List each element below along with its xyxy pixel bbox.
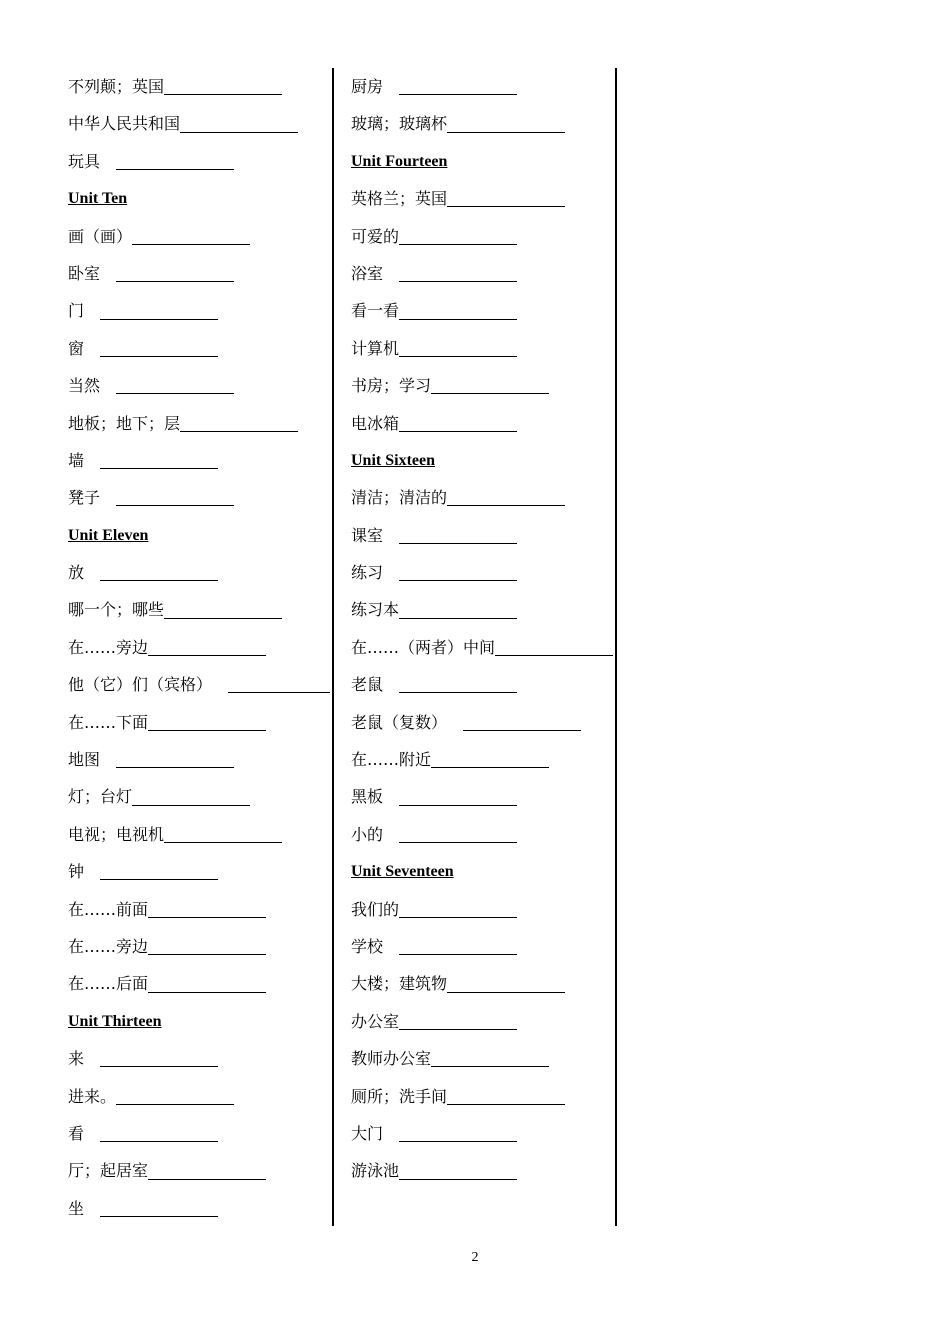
vocab-label: 进来。 [68,1086,117,1106]
column-divider-left [332,68,334,1226]
vocab-label: 玩具 [68,151,101,171]
vocab-row [351,292,613,329]
vocab-label: 在……旁边 [68,637,149,657]
unit-title: Unit Eleven [68,526,149,544]
vocab-row [68,367,330,404]
answer-blank[interactable] [100,1141,218,1142]
left-column [68,68,330,1227]
answer-blank[interactable] [132,805,250,806]
answer-blank[interactable] [399,281,517,282]
vocab-row [351,1040,613,1077]
vocab-label: 电冰箱 [351,413,400,433]
answer-blank[interactable] [164,618,282,619]
answer-blank[interactable] [399,94,517,95]
vocab-row [351,180,613,217]
vocab-row [68,928,330,965]
vocab-row [68,330,330,367]
answer-blank[interactable] [180,431,298,432]
vocab-label: 放 [68,563,85,583]
answer-blank[interactable] [447,206,565,207]
vocab-row [351,591,613,628]
unit-title: Unit Sixteen [351,451,435,469]
answer-blank[interactable] [100,1066,218,1067]
vocab-row [351,255,613,292]
unit-title: Unit Thirteen [68,1012,162,1030]
vocab-row [68,218,330,255]
answer-blank[interactable] [447,1104,565,1105]
answer-blank[interactable] [463,730,581,731]
answer-blank[interactable] [399,954,517,955]
answer-blank[interactable] [148,730,266,731]
vocab-row [68,666,330,703]
vocab-label: 钟 [68,862,85,882]
vocab-label: 在……后面 [68,974,149,994]
vocab-row [68,68,330,105]
answer-blank[interactable] [116,169,234,170]
vocab-row [351,778,613,815]
vocab-row [68,442,330,479]
vocab-label: 中华人民共和国 [68,114,181,134]
vocab-label: 练习本 [351,600,400,620]
answer-blank[interactable] [431,1066,549,1067]
vocab-label: 小的 [351,824,384,844]
answer-blank[interactable] [148,954,266,955]
vocab-label: 厅；起居室 [68,1161,149,1181]
vocab-label: 不列颠；英国 [68,77,165,96]
answer-blank[interactable] [100,879,218,880]
answer-blank[interactable] [447,505,565,506]
answer-blank[interactable] [148,1179,266,1180]
answer-blank[interactable] [447,132,565,133]
vocab-row [351,367,613,404]
vocab-label: 墙 [68,450,85,470]
vocab-label: 老鼠（复数） [351,712,448,732]
answer-blank[interactable] [116,505,234,506]
answer-blank[interactable] [228,692,330,693]
vocab-label: 游泳池 [351,1161,400,1181]
answer-blank[interactable] [100,580,218,581]
answer-blank[interactable] [447,992,565,993]
vocab-row [68,1115,330,1152]
vocab-row [68,1152,330,1189]
vocab-label: 老鼠 [351,675,384,695]
vocab-label: 练习 [351,563,384,583]
vocab-row [68,1078,330,1115]
vocab-label: 看一看 [351,301,400,321]
unit-heading [351,143,613,180]
vocab-row [68,629,330,666]
answer-blank[interactable] [399,1179,517,1180]
vocab-label: 坐 [68,1198,85,1218]
vocab-label: 大门 [351,1123,384,1143]
answer-blank[interactable] [116,393,234,394]
vocab-row [68,965,330,1002]
answer-blank[interactable] [100,356,218,357]
answer-blank[interactable] [100,468,218,469]
vocab-label: 厕所；洗手间 [351,1086,448,1106]
vocab-label: 学校 [351,936,384,956]
answer-blank[interactable] [132,244,250,245]
vocab-label: 大楼；建筑物 [351,974,448,994]
unit-heading [68,517,330,554]
vocab-label: 他（它）们（宾格） [68,675,213,695]
vocab-label: 窗 [68,338,85,358]
vocab-label: 我们的 [351,899,400,919]
vocab-label: 画（画） [68,226,133,246]
vocab-row [68,105,330,142]
vocab-row [68,479,330,516]
vocab-label: 当然 [68,376,101,396]
vocab-row [68,778,330,815]
vocab-row [351,554,613,591]
answer-blank[interactable] [399,1141,517,1142]
vocab-row [68,143,330,180]
vocab-label: 凳子 [68,488,101,508]
vocab-row [351,68,613,105]
vocab-label: 地板；地下；层 [68,413,181,433]
vocab-label: 在……前面 [68,899,149,919]
vocab-row [68,255,330,292]
vocab-row [351,704,613,741]
answer-blank[interactable] [148,917,266,918]
vocab-row [68,1190,330,1227]
answer-blank[interactable] [399,356,517,357]
answer-blank[interactable] [116,1104,234,1105]
answer-blank[interactable] [495,655,613,656]
unit-title: Unit Fourteen [351,152,448,170]
answer-blank[interactable] [399,1029,517,1030]
vocab-row [351,1115,613,1152]
unit-heading [351,853,613,890]
vocab-label: 可爱的 [351,226,400,246]
unit-heading [68,1003,330,1040]
vocab-row [351,405,613,442]
vocab-row [68,853,330,890]
answer-blank[interactable] [148,655,266,656]
unit-heading [351,442,613,479]
vocab-row [351,1152,613,1189]
vocab-row [68,704,330,741]
answer-blank[interactable] [399,319,517,320]
right-column [351,68,613,1190]
answer-blank[interactable] [164,94,282,95]
answer-blank[interactable] [399,692,517,693]
vocab-label: 灯；台灯 [68,787,133,807]
vocab-label: 看 [68,1123,85,1143]
vocab-row [351,330,613,367]
answer-blank[interactable] [399,431,517,432]
vocab-row [351,218,613,255]
vocab-label: 在……旁边 [68,936,149,956]
answer-blank[interactable] [399,580,517,581]
answer-blank[interactable] [100,1216,218,1217]
vocab-label: 哪一个；哪些 [68,600,165,620]
vocab-row [351,928,613,965]
vocab-row [68,405,330,442]
vocab-label: 电视；电视机 [68,824,165,844]
answer-blank[interactable] [399,917,517,918]
vocab-row [351,816,613,853]
vocab-row [68,741,330,778]
answer-blank[interactable] [399,618,517,619]
vocab-row [68,1040,330,1077]
vocab-row [351,1078,613,1115]
unit-title: Unit Ten [68,190,128,208]
answer-blank[interactable] [180,132,298,133]
answer-blank[interactable] [399,543,517,544]
vocab-label: 来 [68,1049,85,1069]
vocab-label: 教师办公室 [351,1049,432,1069]
answer-blank[interactable] [399,842,517,843]
vocab-label: 浴室 [351,263,384,283]
answer-blank[interactable] [164,842,282,843]
vocab-row [351,629,613,666]
vocab-label: 计算机 [351,338,400,358]
vocab-label: 卧室 [68,263,101,283]
answer-blank[interactable] [116,767,234,768]
unit-title: Unit Seventeen [351,863,454,881]
answer-blank[interactable] [399,244,517,245]
vocab-row [351,517,613,554]
vocab-row [68,591,330,628]
vocab-row [351,479,613,516]
vocab-label: 清洁；清洁的 [351,488,448,508]
answer-blank[interactable] [100,319,218,320]
vocab-label: 地图 [68,750,101,770]
answer-blank[interactable] [116,281,234,282]
vocab-label: 在……下面 [68,712,149,732]
vocab-row [351,1003,613,1040]
vocab-row [351,105,613,142]
unit-heading [68,180,330,217]
vocab-label: 书房；学习 [351,376,432,396]
vocab-label: 厨房 [351,77,384,96]
vocab-label: 门 [68,301,85,321]
vocab-label: 英格兰；英国 [351,189,448,209]
vocab-row [68,292,330,329]
page-number: 2 [471,1250,479,1265]
answer-blank[interactable] [431,767,549,768]
vocab-row [351,965,613,1002]
answer-blank[interactable] [399,805,517,806]
vocab-row [351,666,613,703]
vocab-label: 课室 [351,525,384,545]
vocab-row [351,891,613,928]
vocab-label: 玻璃；玻璃杯 [351,114,448,134]
vocab-label: 在……附近 [351,750,432,770]
vocab-label: 办公室 [351,1011,400,1031]
vocab-row [68,891,330,928]
vocab-row [68,554,330,591]
vocab-label: 在……（两者）中间 [351,637,496,657]
answer-blank[interactable] [148,992,266,993]
column-divider-right [615,68,617,1226]
vocab-row [68,816,330,853]
vocab-label: 黑板 [351,787,384,807]
answer-blank[interactable] [431,393,549,394]
vocab-row [351,741,613,778]
